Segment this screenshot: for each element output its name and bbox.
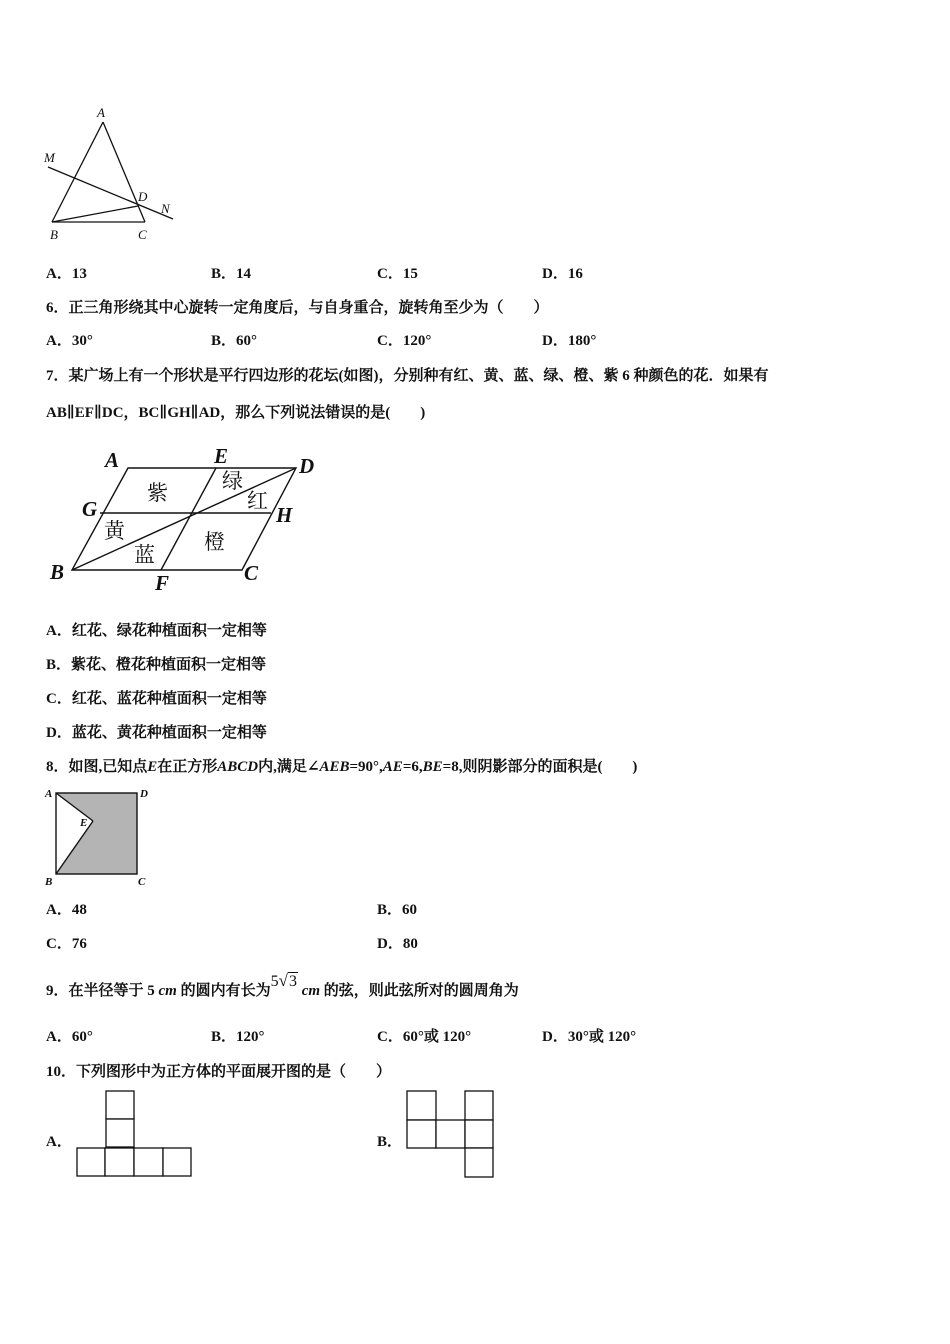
triangle-figure-q5 xyxy=(40,100,190,245)
q7-stem-line2: AB∥EF∥DC，BC∥GH∥AD，那么下列说法错误的是( ) xyxy=(46,405,426,421)
parallelogram-flower-bed-figure xyxy=(40,440,340,600)
q10-option-a[interactable]: A． xyxy=(46,1134,72,1150)
q8-option-a[interactable]: A．48 xyxy=(46,902,87,918)
label-f: F xyxy=(155,571,170,595)
line-ef xyxy=(161,468,216,570)
region-green: 绿 xyxy=(222,469,243,493)
q5-option-d[interactable]: D．16 xyxy=(542,266,583,282)
region-orange: 橙 xyxy=(204,530,225,554)
net-a-square xyxy=(134,1148,163,1176)
net-a-square xyxy=(163,1148,191,1176)
net-a-square xyxy=(106,1091,134,1119)
q6-option-a[interactable]: A．30° xyxy=(46,333,93,349)
label-a: A xyxy=(45,788,53,800)
q10-option-b[interactable]: B． xyxy=(377,1134,403,1150)
q6-option-b[interactable]: B．60° xyxy=(211,333,258,349)
label-b: B xyxy=(50,227,58,242)
label-c: C xyxy=(138,876,146,888)
net-b-square xyxy=(407,1091,436,1120)
label-h: H xyxy=(276,503,293,527)
label-a: A xyxy=(97,105,105,120)
cube-net-b[interactable] xyxy=(400,1086,500,1186)
q6-option-d[interactable]: D．180° xyxy=(542,333,597,349)
label-g: G xyxy=(82,497,98,521)
net-a-square xyxy=(105,1148,134,1176)
sqrt-expression: 5√3 xyxy=(270,971,297,990)
q7-option-d[interactable]: D．蓝花、黄花种植面积一定相等 xyxy=(46,725,267,741)
q8-option-c[interactable]: C．76 xyxy=(46,936,87,952)
q9-stem: 9．在半径等于 5 cm 的圆内有长为5√3 cm 的弦，则此弦所对的圆周角为 xyxy=(46,971,519,999)
q9-option-b[interactable]: B．120° xyxy=(211,1029,265,1045)
q6-stem: 6．正三角形绕其中心旋转一定角度后，与自身重合，旋转角至少为（ ） xyxy=(46,300,549,316)
shaded-region xyxy=(56,793,137,874)
net-a-square xyxy=(106,1119,134,1147)
q10-stem: 10．下列图形中为正方体的平面展开图的是（ ） xyxy=(46,1064,392,1080)
q5-option-c[interactable]: C．15 xyxy=(377,266,418,282)
q9-option-a[interactable]: A．60° xyxy=(46,1029,93,1045)
q7-stem-line1: 7．某广场上有一个形状是平行四边形的花坛(如图)，分别种有红、黄、蓝、绿、橙、紫 6 种颜色的花．如果有 xyxy=(46,368,769,384)
net-b-square xyxy=(407,1120,436,1148)
region-purple: 紫 xyxy=(147,481,168,505)
label-m: M xyxy=(44,150,55,165)
q9-option-d[interactable]: D．30°或 120° xyxy=(542,1029,637,1045)
net-b-square xyxy=(465,1091,493,1120)
segment-bd xyxy=(52,206,138,222)
q9-option-c[interactable]: C．60°或 120° xyxy=(377,1029,472,1045)
net-b-square xyxy=(436,1120,465,1148)
label-d: D xyxy=(140,788,148,800)
label-d: D xyxy=(299,454,315,478)
label-b: B xyxy=(45,876,53,888)
q8-option-b[interactable]: B．60 xyxy=(377,902,418,918)
label-e: E xyxy=(214,444,229,468)
label-a: A xyxy=(105,448,120,472)
region-blue: 蓝 xyxy=(134,543,155,567)
q7-option-a[interactable]: A．红花、绿花种植面积一定相等 xyxy=(46,623,267,639)
q5-option-b[interactable]: B．14 xyxy=(211,266,252,282)
label-n: N xyxy=(161,201,170,216)
q7-option-b[interactable]: B．紫花、橙花种植面积一定相等 xyxy=(46,657,267,673)
region-yellow: 黄 xyxy=(104,519,125,543)
q8-option-d[interactable]: D．80 xyxy=(377,936,418,952)
label-d: D xyxy=(138,189,148,204)
cube-net-a[interactable] xyxy=(70,1086,200,1186)
label-b: B xyxy=(50,560,65,584)
region-red: 红 xyxy=(247,489,268,513)
label-c: C xyxy=(138,227,147,242)
net-b-square xyxy=(465,1148,493,1177)
square-shaded-figure xyxy=(40,784,160,889)
label-e: E xyxy=(80,817,88,829)
label-c: C xyxy=(244,561,259,585)
q6-option-c[interactable]: C．120° xyxy=(377,333,432,349)
q7-option-c[interactable]: C．红花、蓝花种植面积一定相等 xyxy=(46,691,267,707)
net-a-square xyxy=(77,1148,105,1176)
q8-stem: 8．如图,已知点E在正方形ABCD内,满足∠AEB=90°,AE=6,BE=8,则阴影部分的面积是( ) xyxy=(46,759,638,775)
net-b-square xyxy=(465,1120,493,1148)
q5-option-a[interactable]: A．13 xyxy=(46,266,87,282)
side-ac xyxy=(103,122,145,222)
